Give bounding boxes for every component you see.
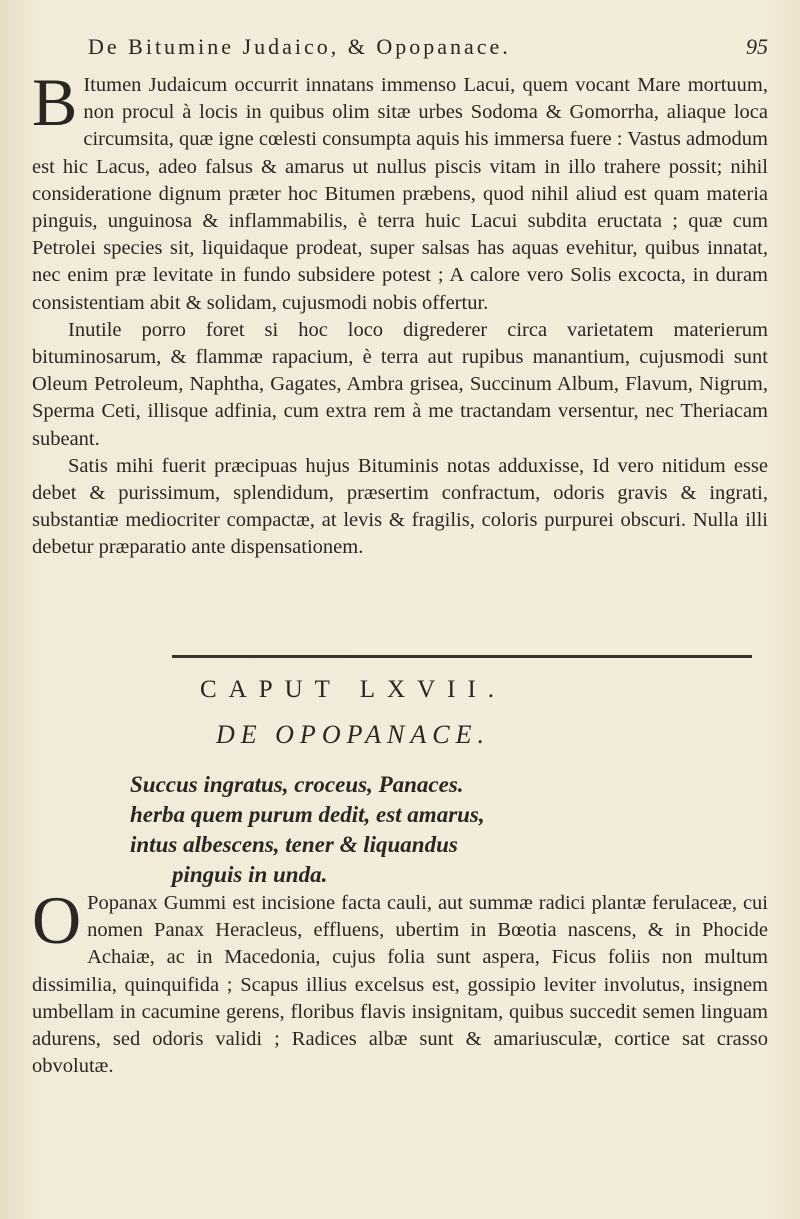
paragraph-bitumen (32, 64, 768, 317)
opopanax-text-block (32, 882, 768, 1080)
paragraph-notes (32, 453, 768, 562)
paragraph-3-text: Satis mihi fuerit præcipuas hujus Bituminis notas adduxisse, Id vero nitidum esse debet & purissimum, splendidum, præsertim confractum, odoris gravis & ingrati, substantiæ mediocriter compactæ, at levis & fragilis, coloris purpurei obscuri. Nulla illi debetur præparatio ante dispensationem. (32, 454, 768, 559)
paragraph-4-text: Popanax Gummi est incisione facta cauli, aut summæ radici plantæ ferulaceæ, cui nomen Panax Heracleus, effluens, ubertim in Bœotia nascens, & in Phocide Achaiæ, ac in Macedonia, cujus folia sunt aspera, Ficus foliis non multum dissimilia, quinquifida ; Scapus illius excelsus est, gossipio leviter involutus, insignem umbellam in cacumine gerens, floribus flavis insignitam, quibus succedit semen linguam adurens, sed odoris validi ; Radices albæ sunt & amariusculæ, cortice sat crasso obvolutæ. (32, 892, 768, 1078)
paragraph-materials (32, 317, 768, 453)
chapter-heading: CAPUT LXVII. (200, 676, 507, 703)
section-divider (172, 655, 752, 658)
running-title: De Bitumine Judaico, & Opopanace. (88, 34, 511, 59)
paragraph-opopanax (32, 882, 768, 1080)
verse-block (130, 770, 650, 890)
verse-line: Succus ingratus, croceus, Panaces. (130, 772, 464, 797)
chapter-subtitle: DE OPOPANACE. (216, 720, 490, 749)
dropcap-o: O (32, 882, 82, 958)
paragraph-1-text: Itumen Judaicum occurrit innatans immenso Lacui, quem vocant Mare mortuum, non procul à locis in quibus olim sitæ urbes Sodoma & Gomorrha, aliaque loca circumsita, quæ igne cœlesti consumpta aquis his immersa fuere : Vastus admodum est hic Lacus, adeo falsus & amarus ut nullus piscis vitam in illo trahere possit; nihil consideratione dignum præter hoc Bitumen præbens, quod nihil aliud est quam materia pinguis, unguinosa & inflammabilis, è terra huic Lacui subdita eructata ; quæ cum Petrolei species sit, liquidaque prodeat, super salsas has aquas evehitur, quibus innatat, nec enim præ levitate in fundo subsidere potest ; A calore vero Solis excocta, in duram consistentiam abit & solidam, cujusmodi nobis offertur. (32, 74, 768, 314)
main-text-block (32, 64, 768, 562)
verse-line: intus albescens, tener & liquandus (130, 832, 458, 857)
verse-line: pinguis in unda. (172, 862, 328, 887)
running-head (88, 34, 768, 64)
verse-line: herba quem purum dedit, est amarus, (130, 802, 485, 827)
dropcap-b: B (32, 64, 78, 140)
paragraph-2-text: Inutile porro foret si hoc loco digrederer circa varietatem materierum bituminosarum, & flammæ rapacium, è terra aut rupibus manantium, cujusmodi sunt Oleum Petroleum, Naphtha, Gagates, Ambra grisea, Succinum Album, Flavum, Nigrum, Sperma Ceti, illisque adfinia, cum extra rem à me tractandam versentur, nec Theriacam subeant. (32, 318, 768, 450)
page-number: 95 (746, 34, 768, 59)
